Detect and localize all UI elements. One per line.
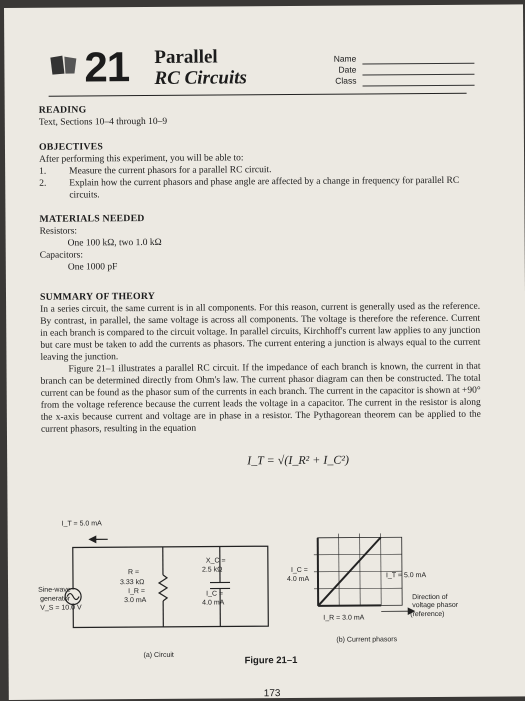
resistor-icon xyxy=(159,575,167,601)
ir-value: 3.0 mA xyxy=(124,597,147,604)
reading-heading: READING xyxy=(39,102,479,117)
resistors-list: One 100 kΩ, two 1.0 kΩ xyxy=(68,235,480,250)
objectives-intro: After performing this experiment, you will be able to: xyxy=(39,151,479,166)
materials-heading: MATERIALS NEEDED xyxy=(39,211,479,226)
header-rule xyxy=(49,93,467,97)
summary-paragraph-2: Figure 21–1 illustrates a parallel RC circuit. If the impedance of each branch is known, the current in that branch can be determined directly from Ohm's law. The current phasor diagram can then be constructed. The total current can be found as the phasor sum of the currents in each branch. The current in the capacitor is shown at +90° from the voltage reference because the current leads the voltage in a capacitor. The current in the resistor is along the x-axis because current and voltage are in phase in a resistor. The Pythagorean theorem can be applied to the current phasors, resulting in the equation xyxy=(40,361,480,436)
phasor-it-label: I_T = 5.0 mA xyxy=(386,572,427,579)
svg-text:voltage phasor: voltage phasor xyxy=(412,602,459,609)
svg-text:Direction of: Direction of xyxy=(412,594,448,601)
summary-paragraph-1: In a series circuit, the same current is in all components. For this reason, current is generally used as the reference. By contrast, in parallel, the same voltage is across all components. The voltage is therefore the reference. Current in each branch is compared to the circuit voltage. In parallel circuits, Kirchhoff's current law applies to any junction but care must be taken to add the currents as phasors. The current entering a junction is always equal to the current leaving the junction. xyxy=(40,301,480,364)
phasor-ic-value: 4.0 mA xyxy=(287,576,310,583)
materials-section: MATERIALS NEEDED Resistors: One 100 kΩ, two 1.0 kΩ Capacitors: One 1000 pF xyxy=(39,211,479,274)
vs-label: V_S = 10.0 V xyxy=(40,604,82,611)
circuit-caption: (a) Circuit xyxy=(143,652,173,659)
page-number: 173 xyxy=(264,688,281,699)
svg-text:X_C =: X_C = xyxy=(206,557,226,564)
phasor-ir-label: I_R = 3.0 mA xyxy=(323,614,364,621)
svg-text:I_R =: I_R = xyxy=(128,588,145,595)
objectives-section xyxy=(39,139,479,202)
generator-label: Sine-wave xyxy=(38,587,71,594)
objective-item: 1. Measure the current phasors for a parallel RC circuit. xyxy=(39,163,479,178)
svg-text:(reference): (reference) xyxy=(410,611,444,618)
lab-manual-page xyxy=(4,4,525,700)
date-field[interactable]: Date xyxy=(324,64,474,76)
summary-heading: SUMMARY OF THEORY xyxy=(40,289,480,304)
chapter-title: Parallel RC Circuits xyxy=(154,46,247,89)
chapter-number: 21 xyxy=(84,43,129,91)
svg-text:R =: R = xyxy=(128,569,139,576)
objective-item: 2. Explain how the current phasors and phase angle are affected by a change in frequency for parallel RC circuits. xyxy=(39,175,479,202)
objectives-heading: OBJECTIVES xyxy=(39,139,479,154)
circuit-diagram xyxy=(65,535,269,627)
xc-value: 2.5 kΩ xyxy=(202,566,222,573)
svg-text:I_C =: I_C = xyxy=(206,590,223,597)
book-logo-icon xyxy=(48,53,80,75)
name-field[interactable]: Name xyxy=(324,53,474,65)
svg-text:I_C =: I_C = xyxy=(291,567,308,574)
ic-value: 4.0 mA xyxy=(202,599,225,606)
figure-title: Figure 21–1 xyxy=(245,655,298,666)
reading-section xyxy=(39,102,479,129)
svg-text:generator: generator xyxy=(40,596,71,603)
reading-text: Text, Sections 10–4 through 10–9 xyxy=(39,114,479,129)
phasor-caption: (b) Current phasors xyxy=(336,636,397,643)
r-value: 3.33 kΩ xyxy=(120,579,144,586)
class-field[interactable]: Class xyxy=(324,75,474,87)
student-info-fields xyxy=(324,53,474,87)
pythagorean-formula: I_T = √(I_R² + I_C²) xyxy=(247,453,349,469)
summary-section xyxy=(40,289,481,436)
capacitors-list: One 1000 pF xyxy=(68,259,480,274)
it-label: I_T = 5.0 mA xyxy=(62,520,103,527)
